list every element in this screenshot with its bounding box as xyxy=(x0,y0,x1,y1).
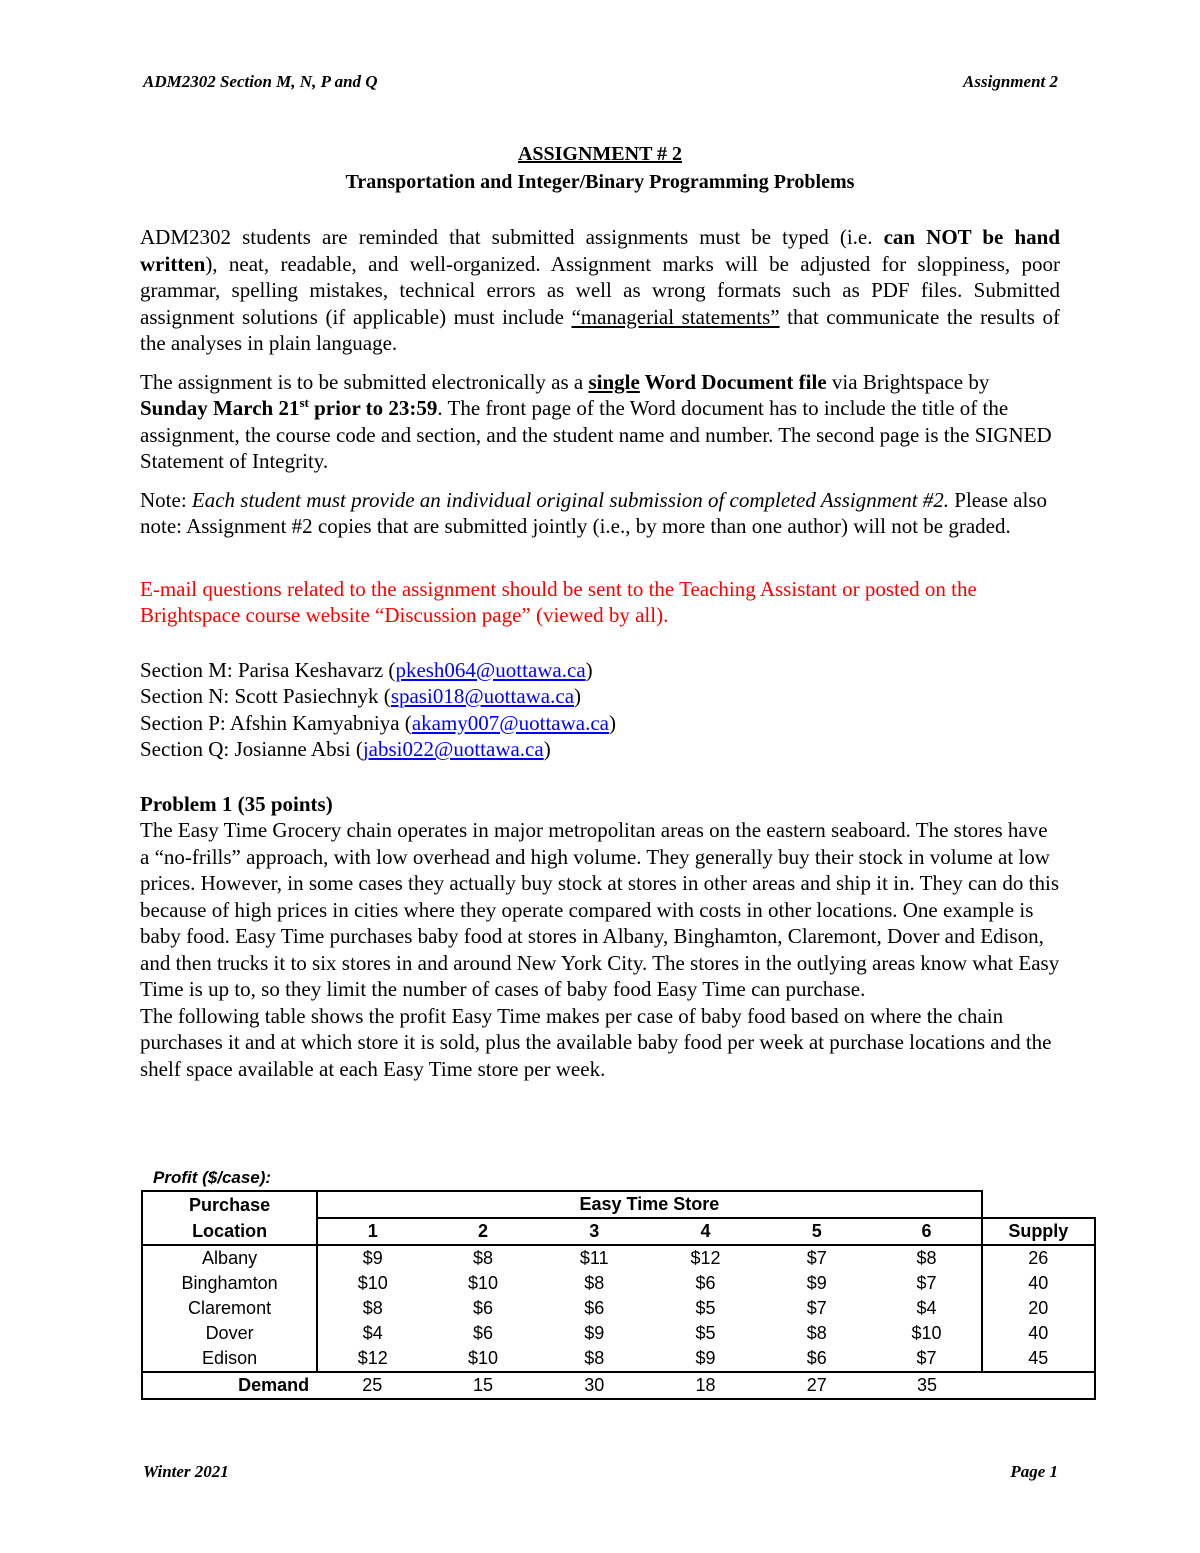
demand-cell: 35 xyxy=(872,1372,981,1399)
instructions-paragraph xyxy=(140,224,1060,357)
email-link[interactable]: pkesh064@uottawa.ca xyxy=(395,657,586,682)
demand-label: Demand xyxy=(142,1372,317,1399)
table-row xyxy=(142,1271,1095,1296)
profit-cell: $7 xyxy=(872,1271,981,1296)
problem-heading: Problem 1 (35 points) xyxy=(140,791,333,816)
text: Note: xyxy=(140,487,192,512)
profit-cell: $7 xyxy=(872,1346,981,1372)
profit-cell: $7 xyxy=(806,1248,827,1268)
table-row xyxy=(142,1346,1095,1372)
contact-line: Section P: Afshin Kamyabniya (akamy007@uottawa.ca) xyxy=(140,710,616,735)
header-location: Location xyxy=(142,1218,317,1245)
profit-cell: $8 xyxy=(472,1248,494,1268)
table-caption: Profit ($/case): xyxy=(153,1168,272,1187)
note-paragraph xyxy=(140,487,1060,540)
profit-cell: $9 xyxy=(806,1273,827,1293)
profit-cell: $6 xyxy=(584,1298,605,1318)
profit-cell: $8 xyxy=(539,1346,650,1372)
page-footer-term: Winter 2021 xyxy=(143,1462,229,1481)
email-link[interactable]: jabsi022@uottawa.ca xyxy=(362,737,544,761)
store-header: 3 xyxy=(539,1218,650,1245)
store-header: 5 xyxy=(761,1218,872,1245)
location-name: Dover xyxy=(142,1321,317,1346)
profit-cell: $12 xyxy=(690,1248,721,1268)
store-header: 6 xyxy=(872,1218,981,1245)
problem-description: The Easy Time Grocery chain operates in major metropolitan areas on the eastern seaboard. The stores have a “no-frills” approach, with low overhead and high volume. They generally buy their stock in volume at low prices. However, in some cases they actually buy stock at stores in other areas and ship it in. They can do this because of high prices in cities where they operate compared with costs in other locations. One example is baby food. Easy Time purchases baby food at stores in Albany, Binghamton, Claremont, Dover and Edison, and then trucks it to six stores in and around New York City. The stores in the outlying areas know what Easy Time is up to, so they limit the number of cases of baby food Easy Time can purchase. xyxy=(140,818,1060,1001)
profit-cell: $10 xyxy=(872,1321,981,1346)
email-link[interactable]: akamy007@uottawa.ca xyxy=(411,710,609,735)
document-body xyxy=(140,140,1060,1082)
demand-cell: 25 xyxy=(317,1372,427,1399)
table-row xyxy=(142,1321,1095,1346)
text: ADM2302 students are reminded that submitted assignments must be typed (i.e. xyxy=(140,225,884,249)
supply-cell: 20 xyxy=(982,1296,1095,1321)
profit-cell: $6 xyxy=(761,1346,872,1372)
supply-cell: 40 xyxy=(982,1321,1095,1346)
profit-cell: $9 xyxy=(650,1346,761,1372)
location-name: Binghamton xyxy=(142,1271,317,1296)
profit-cell: $6 xyxy=(472,1298,494,1318)
demand-cell: 15 xyxy=(427,1372,538,1399)
profit-cell: $8 xyxy=(362,1298,383,1318)
profit-cell: $4 xyxy=(362,1323,383,1343)
contact-line: Section M: Parisa Keshavarz (pkesh064@uottawa.ca) xyxy=(140,657,593,682)
store-header: 4 xyxy=(650,1218,761,1245)
email-link[interactable]: spasi018@uottawa.ca xyxy=(390,684,575,708)
store-header: 1 xyxy=(317,1218,427,1245)
location-name: Claremont xyxy=(142,1296,317,1321)
deadline-time: prior to 23:59 xyxy=(308,396,438,420)
profit-cell: $6 xyxy=(472,1323,494,1343)
profit-cell: $7 xyxy=(806,1298,827,1318)
text: Please also note: Assignment #2 copies that are submitted jointly (i.e., by more than one author) will not be graded. xyxy=(140,487,1048,538)
underlined-text: “managerial statements” xyxy=(571,304,780,329)
profit-cell: $5 xyxy=(695,1323,716,1343)
demand-cell: 30 xyxy=(539,1372,650,1399)
text: via Brightspace by xyxy=(826,369,990,394)
demand-row xyxy=(142,1372,1095,1399)
location-name: Edison xyxy=(142,1346,317,1372)
deadline-date: Sunday March 21 xyxy=(140,396,300,420)
store-header: 2 xyxy=(427,1218,538,1245)
profit-cell: $4 xyxy=(872,1296,981,1321)
profit-cell: $10 xyxy=(427,1346,538,1372)
page-header-assignment: Assignment 2 xyxy=(963,72,1058,91)
profit-cell: $6 xyxy=(695,1273,716,1293)
text: The assignment is to be submitted electronically as a xyxy=(140,369,589,394)
location-name: Albany xyxy=(142,1245,317,1271)
demand-cell: 27 xyxy=(761,1372,872,1399)
submission-paragraph xyxy=(140,369,1060,475)
header-purchase: Purchase xyxy=(142,1191,317,1218)
page-header-course: ADM2302 Section M, N, P and Q xyxy=(143,72,378,91)
emphasis: can NOT be hand written xyxy=(140,225,1060,276)
italic-note: Each student must provide an individual original submission of completed Assignment #2. xyxy=(191,487,950,512)
email-questions-paragraph: E-mail questions related to the assignment should be sent to the Teaching Assistant or posted on the Brightspace course website “Discussion page” (viewed by all). xyxy=(140,576,977,627)
table-row xyxy=(142,1296,1095,1321)
emphasis: Word Document file xyxy=(639,369,827,394)
text: . The front page of the Word document has to include the title of the assignment, the course code and section, and the student name and number. The second page is the SIGNED Statement of Integrity. xyxy=(140,396,1052,473)
demand-cell: 18 xyxy=(650,1372,761,1399)
profit-cell: $11 xyxy=(579,1248,609,1268)
contact-line: Section Q: Josianne Absi (jabsi022@uottawa.ca) xyxy=(140,737,551,761)
profit-table-section xyxy=(141,1168,1096,1400)
profit-cell: $12 xyxy=(317,1346,427,1372)
profit-cell: $8 xyxy=(806,1323,827,1343)
emphasis: single xyxy=(588,369,640,394)
header-supply: Supply xyxy=(982,1218,1095,1245)
profit-cell: $5 xyxy=(695,1298,716,1318)
problem-table-intro: The following table shows the profit Easy Time makes per case of baby food based on where the chain purchases it and at which store it is sold, plus the available baby food per week at purchase locations and the shelf space available at each Easy Time store per week. xyxy=(140,1003,1052,1081)
profit-cell: $8 xyxy=(872,1245,981,1271)
profit-table xyxy=(141,1190,1096,1400)
ta-contacts xyxy=(140,657,1060,763)
profit-cell: $8 xyxy=(584,1273,605,1293)
supply-cell: 45 xyxy=(982,1346,1095,1372)
profit-cell: $10 xyxy=(357,1273,388,1293)
header-easy-time-store: Easy Time Store xyxy=(317,1191,982,1218)
supply-cell: 40 xyxy=(982,1271,1095,1296)
text: that communicate the results of the analyses in plain language. xyxy=(140,304,1061,355)
supply-cell: 26 xyxy=(982,1245,1095,1271)
assignment-subtitle: Transportation and Integer/Binary Programming Problems xyxy=(345,171,855,193)
profit-cell: $10 xyxy=(467,1273,499,1293)
table-row xyxy=(142,1245,1095,1271)
page-footer-page-number: Page 1 xyxy=(1010,1462,1058,1481)
contact-line: Section N: Scott Pasiechnyk (spasi018@uottawa.ca) xyxy=(140,684,582,708)
text: ), neat, readable, and well-organized. Assignment marks will be adjusted for sloppiness, poor grammar, spelling mistakes, technical errors as well as wrong formats such as PDF files. Submitted assignment solutions (if applicable) must include xyxy=(140,251,1060,329)
ordinal-suffix: st xyxy=(299,395,309,410)
profit-cell: $9 xyxy=(584,1323,605,1343)
assignment-title: ASSIGNMENT # 2 xyxy=(517,143,683,165)
profit-cell: $9 xyxy=(362,1248,383,1268)
